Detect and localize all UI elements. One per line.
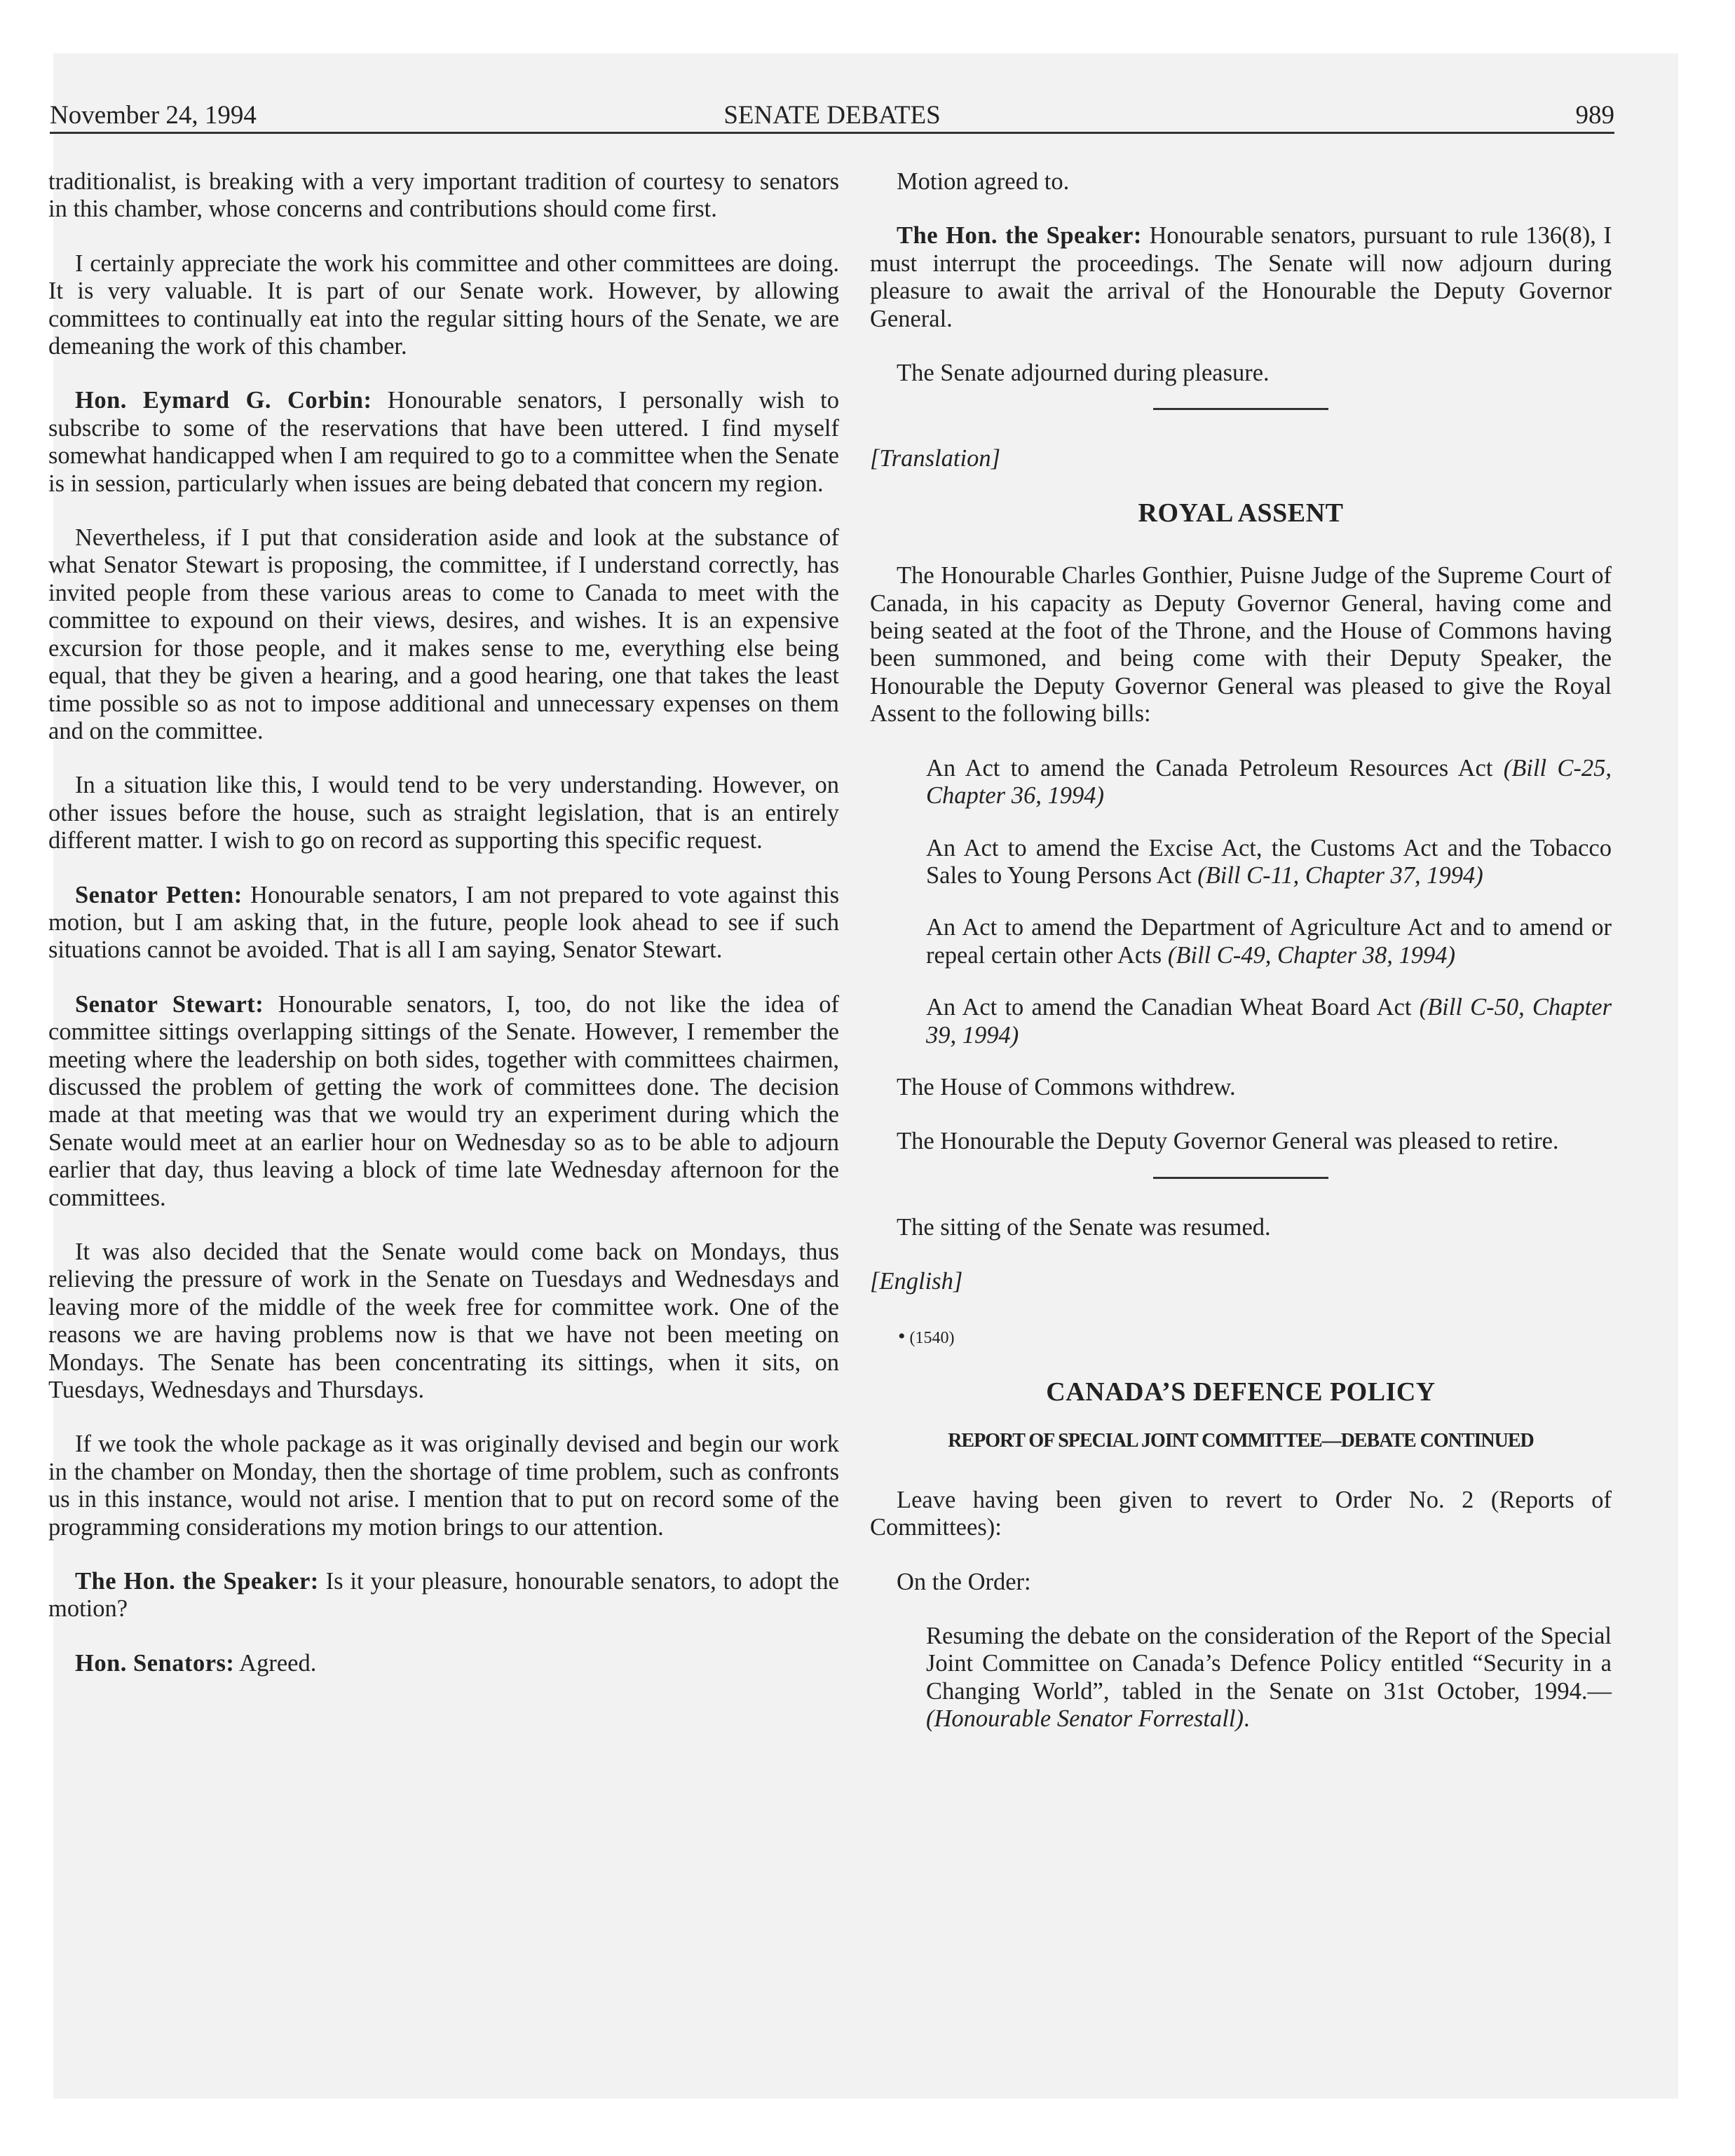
paragraph: I certainly appreciate the work his committee and other committees are doing. It is very valuable. It is part of our Senate work. However, by allowing committees to continually eat into the regular sitting hours of the Senate, we are demeaning the work of this chamber. (48, 250, 839, 360)
bill-item (926, 835, 1612, 890)
speech-text: Honourable senators, I, too, do not like the idea of committee sittings overlapping sittings of the Senate. However, I remember the meeting where the leadership on both sides, together with committees chairmen, discussed the problem of getting the work of committees done. The decision made at that meeting was that we would try an experiment during which the Senate would meet at an earlier hour on Wednesday so as to be able to adjourn earlier that day, thus leaving a block of time late Wednesday afternoon for the committees. (48, 990, 839, 1211)
bill-title: An Act to amend the Excise Act, the Customs Act and the Tobacco Sales to Young Persons Act (926, 834, 1612, 889)
time-stamp-text: (1540) (909, 1328, 955, 1347)
section-heading: ROYAL ASSENT (1138, 498, 1344, 528)
bullet-icon: • (898, 1324, 906, 1348)
paragraph: The sitting of the Senate was resumed. (897, 1213, 1271, 1241)
speaker-name: The Hon. the Speaker: (897, 222, 1142, 250)
speech-text: Honourable senators, I personally wish to subscribe to some of the reservations that have been uttered. I find myself somewhat handicapped when I am required to go to a committee when the Senate is in session, particularly when issues are being debated that concern my region. (48, 387, 839, 497)
bill-title: An Act to amend the Canada Petroleum Resources Act (926, 754, 1504, 782)
speaker-name: Senator Petten: (75, 881, 243, 908)
paragraph: The Honourable Charles Gonthier, Puisne Judge of the Supreme Court of Canada, in his capacity as Deputy Governor General, having come and being seated at the foot of the Throne, and the House of Commons having been summoned, and being come with their Deputy Speaker, the Honourable the Deputy Governor General was pleased to give the Royal Assent to the following bills: (870, 562, 1612, 728)
paragraph-speaker (48, 1568, 839, 1623)
speech-text: Honourable senators, I am not prepared to vote against this motion, but I am asking that, in the future, people look ahead to see if such situations cannot be avoided. That is all I am saying, Senator Stewart. (48, 881, 840, 964)
left-column (48, 168, 839, 1704)
paragraph: traditionalist, is breaking with a very important tradition of courtesy to senators in this chamber, whose concerns and contributions should come first. (48, 168, 839, 223)
speech-text: Honourable senators, pursuant to rule 136(8), I must interrupt the proceedings. The Senate will now adjourn during pleasure to await the arrival of the Honourable the Deputy Governor General. (870, 222, 1612, 332)
section-heading: CANADA’S DEFENCE POLICY (1046, 1377, 1436, 1407)
section-divider (1153, 408, 1328, 410)
paragraph: The Honourable the Deputy Governor General was pleased to retire. (897, 1128, 1559, 1155)
order-end: . (1243, 1705, 1250, 1733)
paragraph: Nevertheless, if I put that consideration aside and look at the substance of what Senator Stewart is proposing, the committee, if I understand correctly, has invited people from these various areas to come to Canada to meet with the committee to expound on their views, desires, and wishes. It is an expensive excursion for those people, and it makes sense to me, everything else being equal, that they be given a hearing, and a good hearing, one that takes the least time possible so as not to impose additional and unnecessary expenses on them and on the committee. (48, 524, 839, 744)
order-of-the-day (926, 1623, 1612, 1733)
paragraph: It was also decided that the Senate would come back on Mondays, thus relieving the pressure of work in the Senate on Tuesdays and Wednesdays and leaving more of the middle of the week free for committee work. One of the reasons we are having problems now is that we have not been meeting on Mondays. The Senate has been concentrating its sittings, when it sits, on Tuesdays, Wednesdays and Thursdays. (48, 1239, 839, 1404)
paragraph: The House of Commons withdrew. (897, 1073, 1236, 1100)
bill-item (926, 994, 1612, 1049)
paragraph-petten (48, 882, 839, 964)
section-subheading: REPORT OF SPECIAL JOINT COMMITTEE—DEBATE CONTINUED (948, 1430, 1534, 1452)
paragraph: If we took the whole package as it was originally devised and begin our work in the chamber on Monday, then the shortage of time problem, such as confronts us in this instance, would not arise. I mention that to put on record some of the programming considerations my motion brings to our attention. (48, 1431, 839, 1541)
bill-reference: (Bill C-50, Chapter 39, 1994) (926, 994, 1612, 1049)
speaker-name: The Hon. the Speaker: (75, 1568, 319, 1595)
paragraph-senators (48, 1650, 839, 1677)
paragraph: Leave having been given to revert to Order No. 2 (Reports of Committees): (870, 1486, 1612, 1541)
speech-text: Agreed. (234, 1649, 317, 1677)
bill-title: An Act to amend the Canadian Wheat Board Act (926, 994, 1420, 1021)
bill-reference: (Bill C-11, Chapter 37, 1994) (1197, 861, 1483, 889)
header-date: November 24, 1994 (50, 101, 257, 130)
time-stamp (898, 1323, 1612, 1352)
bill-item (926, 755, 1612, 810)
paragraph: The Senate adjourned during pleasure. (897, 360, 1270, 387)
paragraph: In a situation like this, I would tend to be very understanding. However, on other issues before the house, such as straight legislation, that is an entirely different matter. I wish to go on record as supporting this specific request. (48, 772, 839, 854)
bill-title: An Act to amend the Department of Agriculture Act and to amend or repeal certain other Acts (926, 914, 1612, 969)
section-divider (1153, 1177, 1328, 1179)
order-reference: (Honourable Senator Forrestall) (926, 1705, 1244, 1733)
bill-item (926, 914, 1612, 969)
speech-text: Is it your pleasure, honourable senators, to adopt the motion? (48, 1568, 839, 1623)
header-page-number: 989 (1575, 101, 1614, 130)
header-title: SENATE DEBATES (723, 101, 941, 130)
bill-reference: (Bill C-25, Chapter 36, 1994) (926, 754, 1612, 810)
speaker-name: Hon. Eymard G. Corbin: (75, 387, 372, 414)
paragraph-speaker (870, 222, 1612, 333)
right-column (870, 168, 1612, 1758)
order-text: Resuming the debate on the consideration of the Report of the Special Joint Committee on Canada’s Defence Policy entitled “Security in a Changing World”, tabled in the Senate on 31st October, 1994.— (926, 1623, 1612, 1705)
paragraph-stewart (48, 991, 839, 1212)
paragraph-corbin (48, 387, 839, 498)
bill-reference: (Bill C-49, Chapter 38, 1994) (1167, 941, 1455, 969)
language-marker: [Translation] (870, 445, 1000, 472)
paragraph: On the Order: (897, 1568, 1031, 1595)
speaker-name: Senator Stewart: (75, 990, 264, 1018)
page-header (50, 100, 1614, 134)
language-marker: [English] (870, 1268, 963, 1295)
paragraph: Motion agreed to. (897, 168, 1070, 195)
speaker-name: Hon. Senators: (75, 1649, 235, 1677)
